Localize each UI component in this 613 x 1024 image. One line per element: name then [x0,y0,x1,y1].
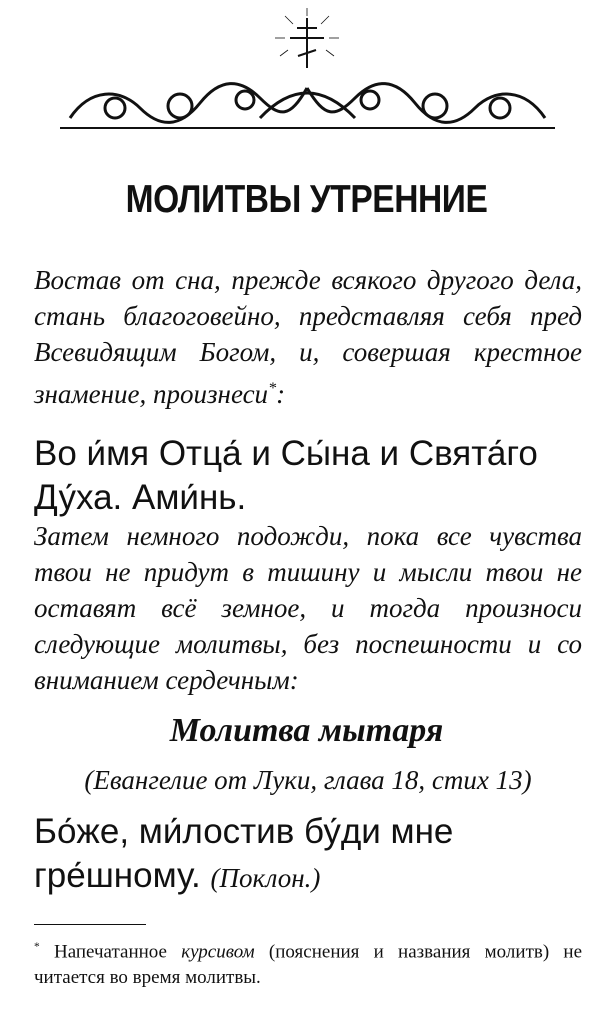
intro-instruction [34,262,582,412]
publican-prayer [34,810,582,900]
prayer-source: (Евангелие от Луки, глава 18, стих 13) [84,765,532,795]
scroll-ornament-icon [60,84,555,128]
prayer-in-the-name: Во и́мя Отца́ и Сы́на и Свята́го Ду́ха. Ами́нь. [34,434,538,517]
preparation-instruction: Затем немного подожди, пока все чувства твои не придут в тишину и мысли твои не оставят всё земное, и тогда произноси следующие молитвы, без поспешности и со вниманием сердечным: [34,521,582,695]
page-title: МОЛИТВЫ УТРЕННИЕ [125,178,488,221]
footnote-after: (пояснения и названия молитв) не читается во время молитвы. [34,941,583,989]
intro-text: Востав от сна, прежде всякого другого дела, стань благоговейно, представляя себя пред Всевидящим Богом, и, совершая крестное знамение, произнеси [34,265,582,409]
footnote-mark: * [34,941,40,953]
footnote [34,934,582,991]
cross-icon [290,18,324,68]
footnote-marker: * [268,379,277,397]
prayer-heading: Молитва мытаря [169,712,444,749]
intro-colon: : [276,379,286,409]
publican-prayer-text: Бо́же, ми́лостив бу́ди мне гре́шному. [34,812,454,895]
ornamental-headpiece [60,8,555,138]
footnote-divider [34,924,146,925]
prostration-note: (Поклон.) [210,863,321,893]
footnote-before: Напечатанное [53,941,167,963]
footnote-emphasis: курсивом [181,941,255,963]
